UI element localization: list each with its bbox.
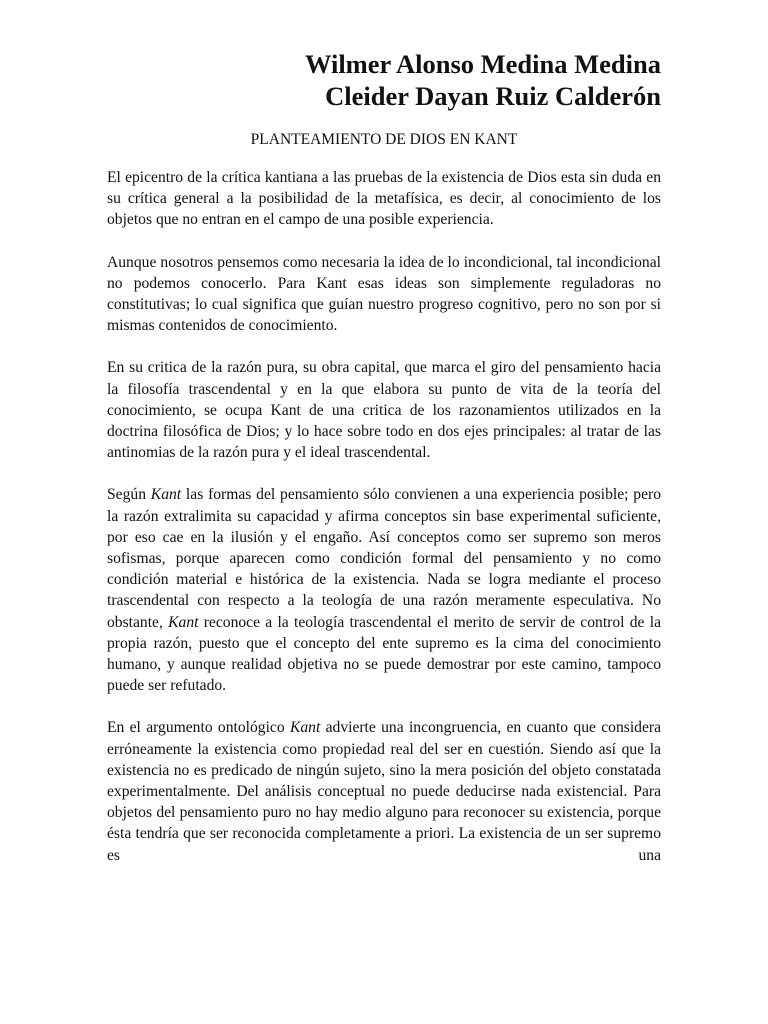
text-run-italic: Kant bbox=[168, 613, 199, 631]
paragraph bbox=[107, 484, 661, 696]
text-run: advierte una incongruencia, en cuanto que considera erróneamente la existencia como propiedad real del ser en cuestión. Siendo así que la existencia no es predicado de ningún sujeto, sino la mera posición del objeto constatada experimentalmente. Del análisis conceptual no puede deducirse nada existencial. Para objetos del pensamiento puro no hay medio alguno para reconocer su existencia, porque ésta tendría que ser reconocida completamente a priori. La existencia de un ser supremo es una bbox=[107, 719, 661, 864]
author-name: Cleider Dayan Ruiz Calderón bbox=[325, 81, 661, 111]
author-names bbox=[107, 48, 661, 112]
paragraph: El epicentro de la crítica kantiana a las pruebas de la existencia de Dios esta sin duda en su crítica general a la posibilidad de la metafísica, es decir, al conocimiento de los objetos que no entran en el campo de una posible experiencia. bbox=[107, 169, 661, 229]
paragraph: Aunque nosotros pensemos como necesaria la idea de lo incondicional, tal incondicional no podemos conocerlo. Para Kant esas ideas son simplemente reguladoras no constitutivas; lo cual significa que guían nuestro progreso cognitivo, pero no son por si mismas contenidos de conocimiento. bbox=[107, 253, 661, 335]
text-run: Según bbox=[107, 486, 151, 504]
text-run: las formas del pensamiento sólo convienen a una experiencia posible; pero la razón extralimita su capacidad y afirma conceptos sin base experimental suficiente, por eso cae en la ilusión y el engaño. Así conceptos como ser supremo son meros sofismas, porque aparecen como condición formal del pensamiento y no como condición material e histórica de la existencia. Nada se logra mediante el proceso trascendental con respecto a la teología de una razón meramente especulativa. No obstante, bbox=[107, 486, 661, 631]
author-name: Wilmer Alonso Medina Medina bbox=[304, 49, 661, 79]
text-run-italic: Kant bbox=[150, 486, 182, 504]
text-run-italic: Kant bbox=[289, 719, 321, 737]
paragraph bbox=[107, 717, 661, 865]
document-title: PLANTEAMIENTO DE DIOS EN KANT bbox=[250, 131, 518, 148]
document-page bbox=[107, 48, 661, 866]
text-run: reconoce a la teología trascendental el merito de servir de control de la propia razón, puesto que el concepto del ente supremo es la cima del conocimiento humano, y aunque realidad objetiva no se puede demostrar por este camino, tampoco puede ser refutado. bbox=[107, 613, 661, 695]
text-run: En el argumento ontológico bbox=[107, 719, 290, 737]
paragraph: En su critica de la razón pura, su obra capital, que marca el giro del pensamiento hacia la filosofía trascendental y en la que elabora su punto de vita de la teoría del conocimiento, se ocupa Kant de una critica de los razonamientos utilizados en la doctrina filosófica de Dios; y lo hace sobre todo en dos ejes principales: al tratar de las antinomias de la razón pura y el ideal trascendental. bbox=[107, 359, 661, 462]
